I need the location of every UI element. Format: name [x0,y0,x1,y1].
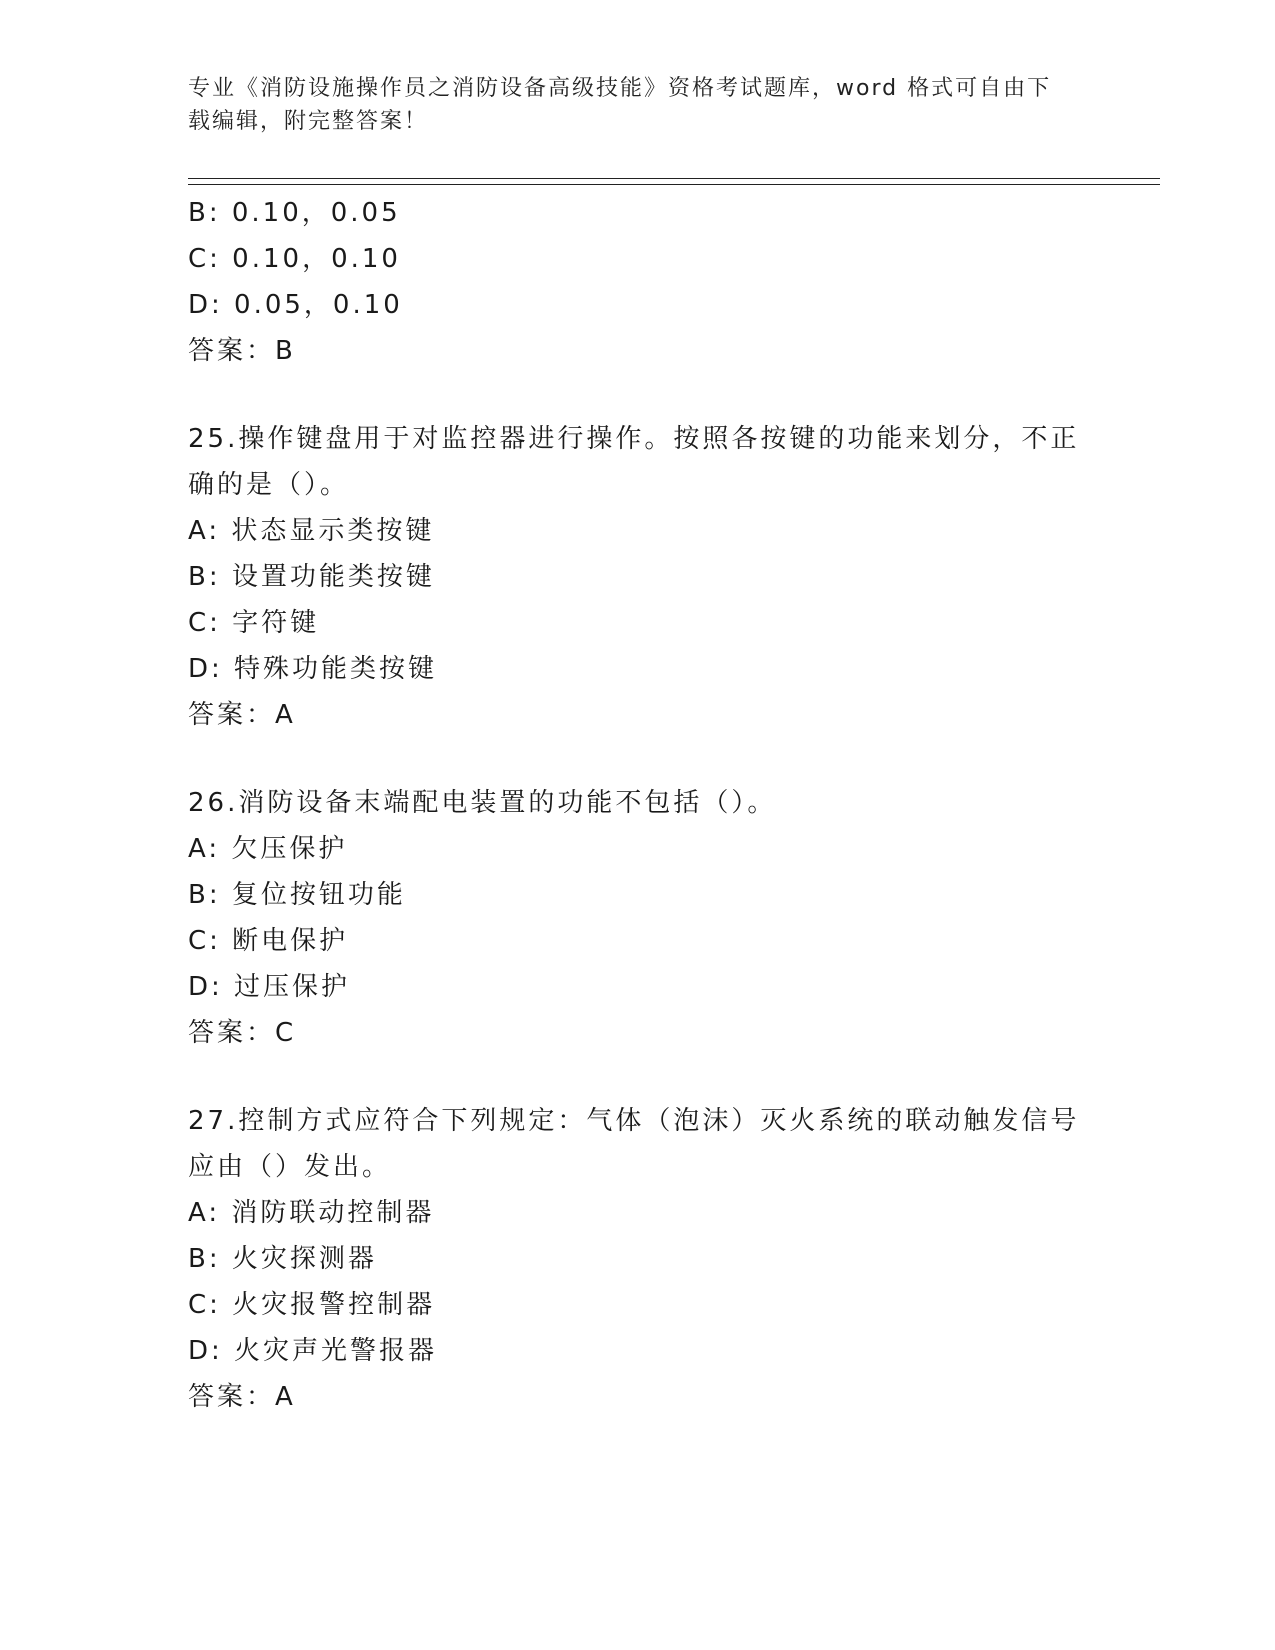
question-stem-line-2: 确的是（）。 [188,470,350,500]
question-24-continued [188,190,1088,374]
answer-label: 答案：C [188,1018,297,1048]
option-d: D: 特殊功能类按键 [188,654,438,684]
answer-label: 答案：A [188,700,296,730]
header-title-line-1: 专业《消防设施操作员之消防设备高级技能》资格考试题库，word 格式可自由下 [188,76,1052,101]
header-divider-bottom [188,184,1160,185]
option-b: B: 火灾探测器 [188,1244,377,1274]
option-c: C: 火灾报警控制器 [188,1290,436,1320]
option-c: C: 0.10，0.10 [188,244,401,274]
option-d: D: 火灾声光警报器 [188,1336,438,1366]
question-stem-line-1: 25.操作键盘用于对监控器进行操作。按照各按键的功能来划分，不正 [188,424,1080,454]
question-stem-line-1: 27.控制方式应符合下列规定：气体（泡沫）灭火系统的联动触发信号 [188,1106,1080,1136]
question-stem-line-2: 应由（）发出。 [188,1152,392,1182]
option-a: A: 消防联动控制器 [188,1198,435,1228]
spacer [188,738,1088,780]
question-stem-line-1: 26.消防设备末端配电装置的功能不包括（）。 [188,788,777,818]
question-25 [188,416,1088,738]
option-d: D: 过压保护 [188,972,351,1002]
question-26 [188,780,1088,1056]
option-a: A: 状态显示类按键 [188,516,435,546]
option-b: B: 设置功能类按键 [188,562,435,592]
option-c: C: 断电保护 [188,926,349,956]
answer-label: 答案：A [188,1382,296,1412]
header-divider-top [188,178,1160,179]
answer-label: 答案：B [188,336,296,366]
spacer [188,374,1088,416]
header-title-line-2: 载编辑，附完整答案！ [188,109,429,134]
question-27 [188,1098,1088,1420]
option-a: A: 欠压保护 [188,834,348,864]
spacer [188,1056,1088,1098]
option-d: D: 0.05，0.10 [188,290,403,320]
option-b: B: 复位按钮功能 [188,880,406,910]
option-c: C: 字符键 [188,608,320,638]
question-list [188,190,1088,1420]
option-b: B: 0.10，0.05 [188,198,401,228]
document-header [188,72,1068,138]
